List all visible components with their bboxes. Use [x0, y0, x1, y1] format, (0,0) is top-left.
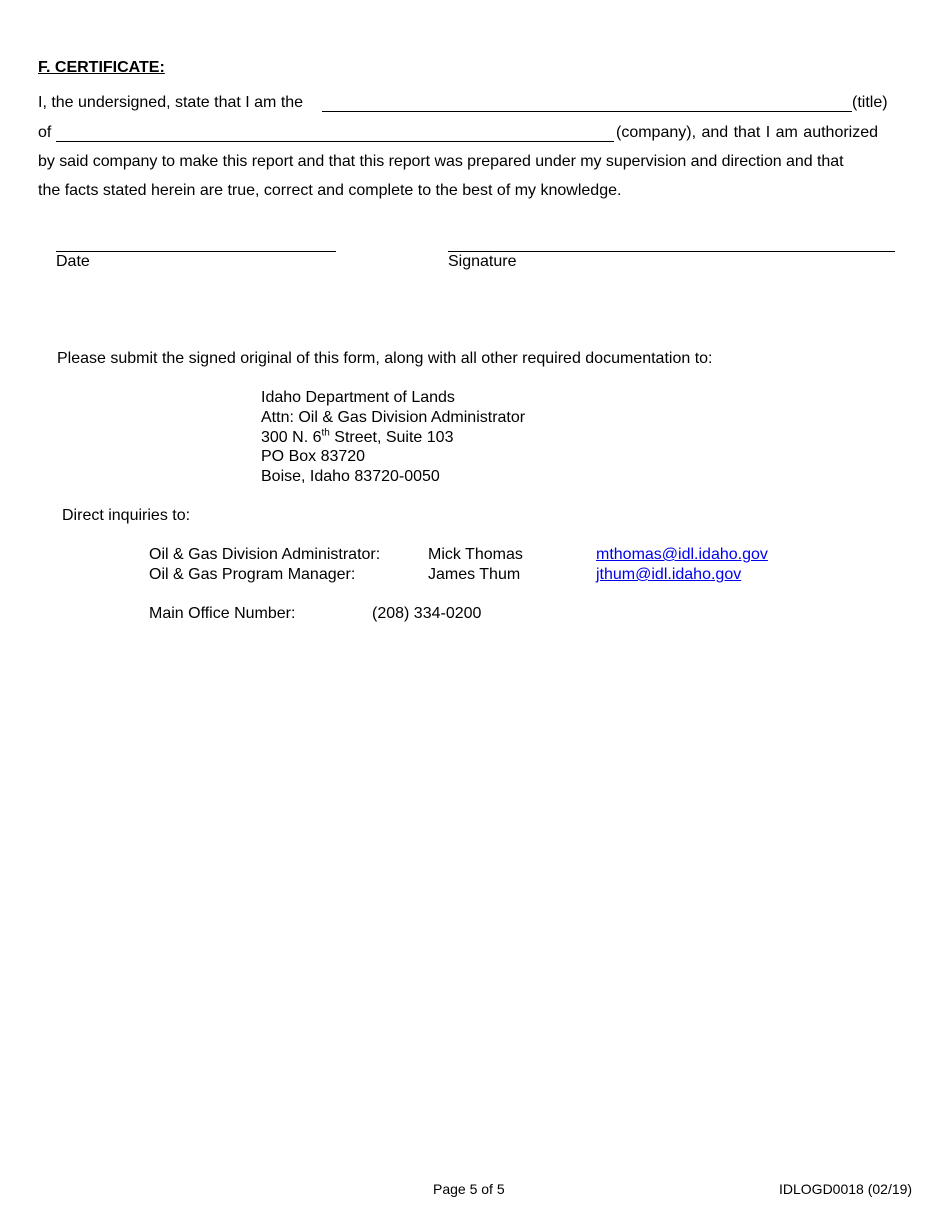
date-label: Date [56, 253, 90, 270]
statement-title-prefix: I, the undersigned, state that I am the [38, 94, 304, 111]
contact-name: James Thum [428, 566, 521, 583]
form-id: IDLOGD0018 (02/19) [779, 1181, 913, 1197]
contact-role: Oil & Gas Division Administrator: [149, 546, 381, 563]
contact-role: Oil & Gas Program Manager: [149, 566, 356, 583]
inquiries-label: Direct inquiries to: [62, 507, 191, 524]
statement-line-3: by said company to make this report and that this report was prepared under my supervision and direction and that [38, 153, 844, 170]
section-heading: F. CERTIFICATE: [38, 59, 165, 76]
contact-email-link[interactable]: mthomas@idl.idaho.gov [596, 546, 768, 563]
address-line-4: PO Box 83720 [261, 448, 366, 465]
date-field[interactable] [56, 251, 336, 252]
address-line-2: Attn: Oil & Gas Division Administrator [261, 409, 526, 426]
page-number: Page 5 of 5 [433, 1181, 505, 1197]
signature-label: Signature [448, 253, 517, 270]
title-field[interactable] [322, 111, 852, 112]
title-suffix: (title) [852, 94, 888, 111]
company-suffix: (company), and that I am authorized [616, 124, 879, 141]
submission-instruction: Please submit the signed original of this form, along with all other required documentation to: [57, 350, 713, 367]
signature-field[interactable] [448, 251, 895, 252]
company-field[interactable] [56, 141, 614, 142]
statement-of-prefix: of [38, 124, 52, 141]
main-office-label: Main Office Number: [149, 605, 296, 622]
contact-name: Mick Thomas [428, 546, 523, 563]
address-line-5: Boise, Idaho 83720-0050 [261, 468, 440, 485]
address-line-3: 300 N. 6th Street, Suite 103 [261, 427, 454, 446]
address-line-1: Idaho Department of Lands [261, 389, 455, 406]
main-office-number: (208) 334-0200 [372, 605, 482, 622]
statement-line-4: the facts stated herein are true, correct and complete to the best of my knowledge. [38, 182, 622, 199]
contact-email-link[interactable]: jthum@idl.idaho.gov [596, 566, 742, 583]
